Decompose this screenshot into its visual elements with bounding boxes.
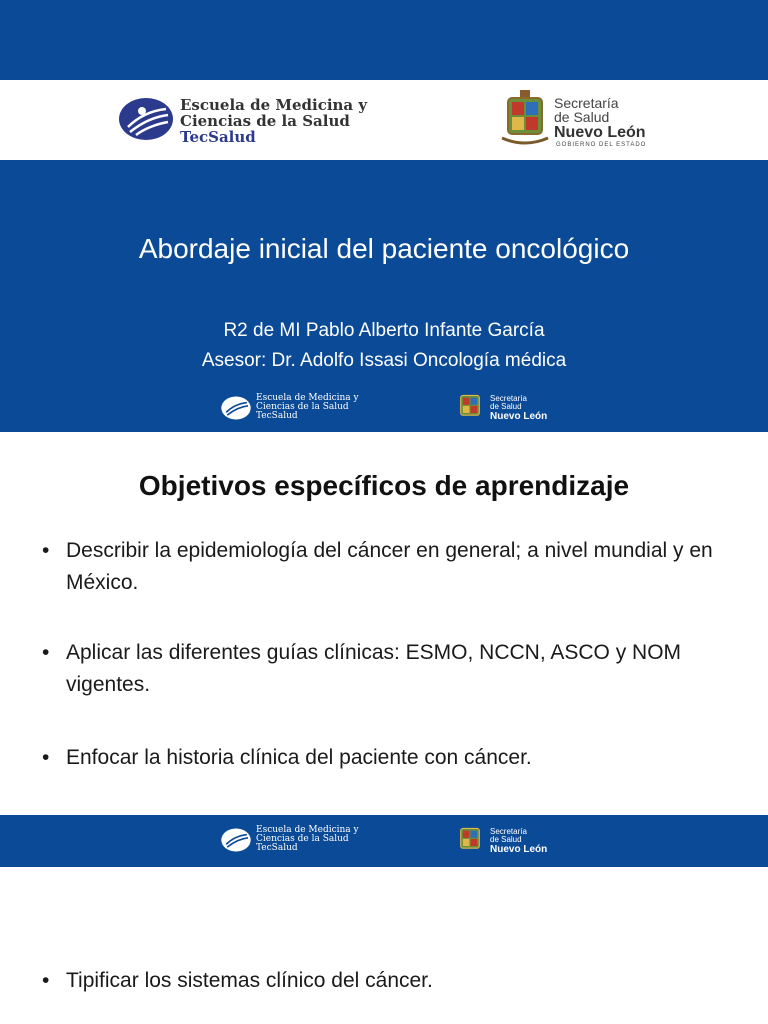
bullet-icon: • xyxy=(42,641,50,664)
nuevo-leon-logo-small xyxy=(456,388,556,426)
nuevo-leon-crest-icon xyxy=(456,390,484,424)
tecsalud-small-line2: Ciencias de la Salud xyxy=(256,402,349,412)
nuevo-leon-logo xyxy=(496,86,658,152)
tecsalud-name-line2: Ciencias de la Salud xyxy=(180,112,350,130)
tecsalud-brand: TecSalud xyxy=(180,128,256,146)
tecsalud-small-line1: Escuela de Medicina y xyxy=(256,393,359,403)
nl-small-line2: de Salud xyxy=(490,402,522,411)
nl-small-line2: de Salud xyxy=(490,835,522,844)
list-item xyxy=(42,637,722,701)
bullet-text: Tipificar los sistemas clínico del cáncer. xyxy=(66,969,433,992)
nl-small-line3: Nuevo León xyxy=(490,844,548,855)
tecsalud-emblem-icon xyxy=(220,396,252,420)
bullet-text: Describir la epidemiología del cáncer en general; a nivel mundial y en México. xyxy=(66,539,713,594)
top-blue-band xyxy=(0,0,768,80)
advisor: Asesor: Dr. Adolfo Issasi Oncología médica xyxy=(201,350,567,371)
tecsalud-small-line1: Escuela de Medicina y xyxy=(256,825,359,835)
tecsalud-logo-small xyxy=(220,394,380,422)
footer-blue-band xyxy=(0,815,768,867)
tecsalud-emblem-icon xyxy=(118,97,174,141)
list-item xyxy=(42,965,722,997)
nuevo-leon-crest-icon xyxy=(456,823,484,857)
tecsalud-small-line3: TecSalud xyxy=(256,843,298,853)
tecsalud-name-line1: Escuela de Medicina y xyxy=(180,96,368,114)
nl-small-line3: Nuevo León xyxy=(490,411,548,422)
bullet-icon: • xyxy=(42,746,50,769)
tecsalud-small-line2: Ciencias de la Salud xyxy=(256,834,349,844)
objectives-heading: Objetivos específicos de aprendizaje xyxy=(138,470,630,501)
presenter: R2 de MI Pablo Alberto Infante García xyxy=(223,320,545,341)
bullet-text: Enfocar la historia clínica del paciente con cáncer. xyxy=(66,746,532,769)
title-blue-band xyxy=(0,160,768,432)
bullet-icon: • xyxy=(42,539,50,562)
nl-line3: Nuevo León xyxy=(554,124,646,141)
nuevo-leon-crest-icon xyxy=(500,88,550,150)
nl-line4: GOBIERNO DEL ESTADO xyxy=(556,142,647,148)
nl-small-line1: Secretaría xyxy=(490,827,527,836)
tecsalud-logo-small xyxy=(220,826,380,854)
bullet-icon: • xyxy=(42,969,50,992)
tecsalud-emblem-icon xyxy=(220,828,252,852)
bullet-text: Aplicar las diferentes guías clínicas: ESMO, NCCN, ASCO y NOM vigentes. xyxy=(66,641,682,696)
tecsalud-small-line3: TecSalud xyxy=(256,411,298,421)
tecsalud-logo xyxy=(92,80,386,160)
list-item xyxy=(42,742,722,774)
list-item xyxy=(42,535,722,599)
nl-small-line1: Secretaría xyxy=(490,394,527,403)
nl-line1: Secretaría xyxy=(554,95,619,111)
nl-line2: de Salud xyxy=(554,109,610,125)
slide-title: Abordaje inicial del paciente oncológico xyxy=(138,233,630,264)
nuevo-leon-logo-small xyxy=(456,821,556,859)
